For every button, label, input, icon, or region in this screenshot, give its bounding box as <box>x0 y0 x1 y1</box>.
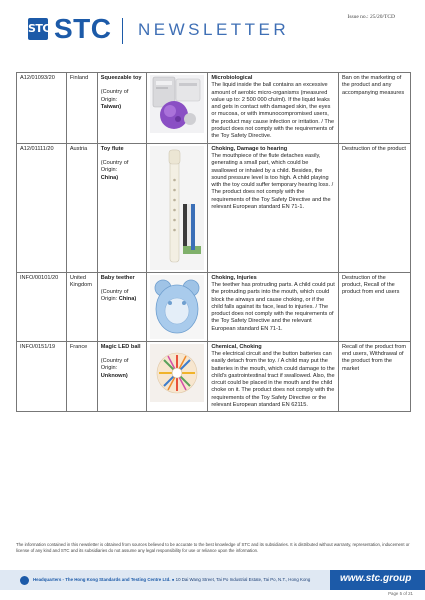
origin-value: Unknown) <box>100 372 128 379</box>
origin-value: Taiwan) <box>100 103 122 110</box>
product-name: Toy flute <box>100 145 124 152</box>
disclaimer-text: The information contained in this newsletter is obtained from sources believed to be accurate to the best knowledge of STC and its subsidiaries. It is distributed without warranty, representation, inducement or license of any kind and STC and its subsidiaries do not assume any legal responsibility for use or reliance upon the information. <box>16 542 410 553</box>
origin-label: (Country of Origin: <box>100 159 129 174</box>
squeezable-toy-photo <box>150 75 204 133</box>
product-name: Baby teether <box>100 274 135 281</box>
country-of-origin <box>101 89 144 111</box>
location-pin-icon: ● <box>171 577 175 582</box>
stc-logo-text: STC <box>54 13 112 44</box>
table-row <box>17 341 411 412</box>
product-cell <box>97 73 147 144</box>
headquarters-line <box>33 577 310 582</box>
page-number: Page 5 of 21 <box>388 591 413 596</box>
table-row <box>17 73 411 144</box>
recall-table <box>16 72 411 412</box>
newsletter-header <box>0 0 425 62</box>
risk-description: The electrical circuit and the button batteries can easily detach from the toy. / A child may put the batteries in the mouth, which could damage to the child's gastrointestinal tract if swallowed. Also, the circuit could be placed in the mouth and the child choke on it. The product does not comply with the requirements of the Toy Safety Directive or the relevant European standard EN 62115. <box>211 350 335 409</box>
risk-description: The mouthpiece of the flute detaches easily, generating a small part, which could be swallowed or inhaled by a child. Besides, the sound pressure level is too high. A child playing with the toy could suffer temporary hearing loss. / The product does not comply with the requirements of the Toy Safety Directive and the relevant European standard EN 71-1. <box>211 152 334 211</box>
photo-cell <box>147 341 208 412</box>
product-cell <box>97 272 147 341</box>
risk-title: Choking, Damage to hearing <box>211 145 288 152</box>
table-row <box>17 272 411 341</box>
product-cell <box>97 143 147 272</box>
risk-description: The teether has protruding parts. A child could put the protruding parts into the mouth, which could block the airways and cause choking, or if the child falls against its face, lead to injuries. / The product does not comply with the requirements of the Toy Safety Directive and the relevant European standard EN 71-1. <box>211 281 335 332</box>
risk-cell <box>208 73 339 144</box>
photo-cell <box>147 272 208 341</box>
table-row <box>17 143 411 272</box>
risk-cell <box>208 143 339 272</box>
origin-label: (Country of Origin: <box>100 288 129 303</box>
toy-flute-photo <box>150 146 204 270</box>
risk-cell <box>208 272 339 341</box>
risk-title: Microbiological <box>211 75 253 81</box>
headquarters-address: 10 Dai Wang Street, Tai Po Industrial Estate, Tai Po, N.T., Hong Kong <box>175 577 311 582</box>
header-divider <box>122 18 123 44</box>
stc-logo-mark: STC <box>28 18 48 40</box>
origin-value: China) <box>100 174 119 181</box>
reference-cell: A12/01093/20 <box>17 73 67 144</box>
risk-cell <box>208 341 339 412</box>
magic-led-ball-photo <box>150 344 204 402</box>
website-link[interactable]: www.stc.group <box>340 573 412 584</box>
country-cell: United Kingdom <box>66 272 97 341</box>
country-cell: France <box>66 341 97 412</box>
origin-label: (Country of Origin: <box>100 357 129 372</box>
risk-description: The liquid inside the ball contains an excessive amount of aerobic micro-organisms (measured value up to: 2 500 000 cfu/ml). If the liquid leaks and gets in contact with damaged skin, the eyes or mucosa, or with immunocompromised users, the product may cause infection or irritation. / The product does not comply with the requirements of the Toy Safety Directive. <box>211 82 335 140</box>
country-cell: Finland <box>66 73 97 144</box>
country-cell: Austria <box>66 143 97 272</box>
photo-cell <box>147 73 208 144</box>
newsletter-title: NEWSLETTER <box>138 20 290 39</box>
issue-number: Issue no.: 25/20/TCD <box>347 14 395 20</box>
reference-cell: INFO/0151/19 <box>17 341 67 412</box>
country-of-origin <box>101 358 144 380</box>
measures-cell: Recall of the product from end users, Withdrawal of the product from the market <box>338 341 410 412</box>
origin-label: (Country of Origin: <box>100 89 129 103</box>
risk-title: Chemical, Choking <box>211 343 262 350</box>
country-of-origin <box>101 289 144 304</box>
origin-value: China) <box>118 296 137 303</box>
product-name: Magic LED ball <box>100 343 141 350</box>
risk-title: Choking, Injuries <box>211 274 257 281</box>
product-name: Squeezable toy <box>100 75 142 81</box>
headquarters-label: Headquarters - The Hong Kong Standards and Testing Centre Ltd. <box>33 577 171 582</box>
measures-cell: Destruction of the product <box>338 143 410 272</box>
building-icon <box>20 576 29 585</box>
product-cell <box>97 341 147 412</box>
reference-cell: INFO/00101/20 <box>17 272 67 341</box>
photo-cell <box>147 143 208 272</box>
baby-teether-photo <box>150 275 204 339</box>
reference-cell: A12/01111/20 <box>17 143 67 272</box>
measures-cell: Destruction of the product, Recall of the product from end users <box>338 272 410 341</box>
measures-cell: Ban on the marketing of the product and any accompanying measures <box>338 73 410 144</box>
country-of-origin <box>101 160 144 182</box>
